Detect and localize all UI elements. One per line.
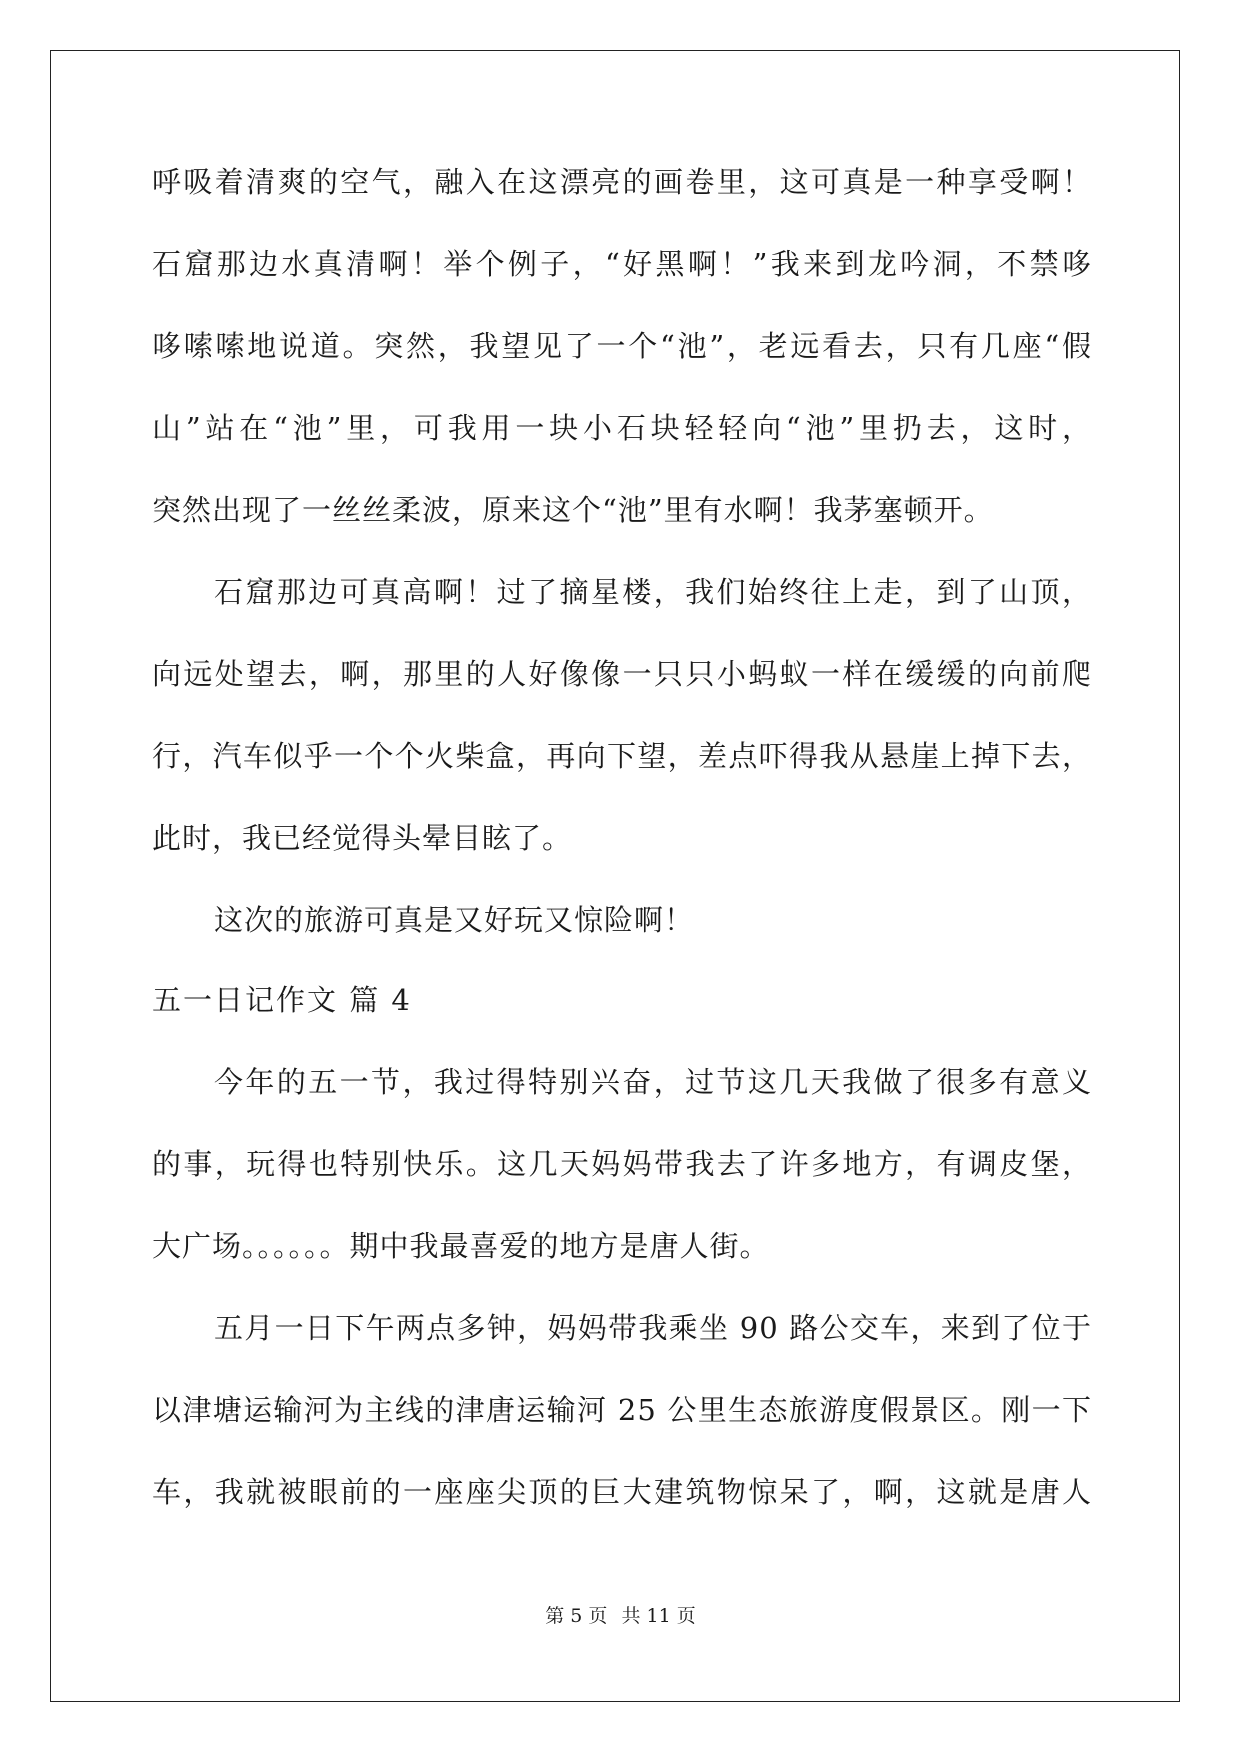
paragraph-line: 车，我就被眼前的一座座尖顶的巨大建筑物惊呆了，啊，这就是唐人 [152, 1475, 1092, 1509]
page-number: 第 5 页 [545, 1605, 608, 1627]
page-total: 共 11 页 [621, 1605, 696, 1627]
section-heading: 五一日记作文 篇 4 [152, 983, 412, 1017]
page-border [50, 50, 1180, 1702]
paragraph-line: 大广场。。。。。。期中我最喜爱的地方是唐人街。 [152, 1229, 770, 1263]
paragraph-line: 的事，玩得也特别快乐。这几天妈妈带我去了许多地方，有调皮堡， [152, 1147, 1092, 1181]
paragraph-line: 向远处望去，啊，那里的人好像像一只只小蚂蚁一样在缓缓的向前爬 [152, 657, 1092, 691]
paragraph-line: 石窟那边可真高啊！过了摘星楼，我们始终往上走，到了山顶， [214, 575, 1092, 609]
paragraph-line: 石窟那边水真清啊！举个例子，“好黑啊！”我来到龙吟洞，不禁哆 [152, 247, 1092, 281]
paragraph-line: 呼吸着清爽的空气，融入在这漂亮的画卷里，这可真是一种享受啊！ [152, 165, 1092, 199]
paragraph-line: 五月一日下午两点多钟，妈妈带我乘坐 90 路公交车，来到了位于 [214, 1311, 1092, 1345]
paragraph-line: 山”站在“池”里，可我用一块小石块轻轻向“池”里扔去，这时， [152, 411, 1092, 445]
paragraph-line: 今年的五一节，我过得特别兴奋，过节这几天我做了很多有意义 [214, 1065, 1092, 1099]
paragraph-line: 突然出现了一丝丝柔波，原来这个“池”里有水啊！我茅塞顿开。 [152, 493, 994, 527]
paragraph-line: 这次的旅游可真是又好玩又惊险啊！ [214, 903, 695, 937]
paragraph-line: 行，汽车似乎一个个火柴盒，再向下望，差点吓得我从悬崖上掉下去， [152, 739, 1092, 773]
paragraph-line: 此时，我已经觉得头晕目眩了。 [152, 821, 573, 855]
paragraph-line: 以津塘运输河为主线的津唐运输河 25 公里生态旅游度假景区。刚一下 [152, 1393, 1092, 1427]
paragraph-line: 哆嗦嗦地说道。突然，我望见了一个“池”，老远看去，只有几座“假 [152, 329, 1092, 363]
page-footer [0, 1603, 1241, 1629]
